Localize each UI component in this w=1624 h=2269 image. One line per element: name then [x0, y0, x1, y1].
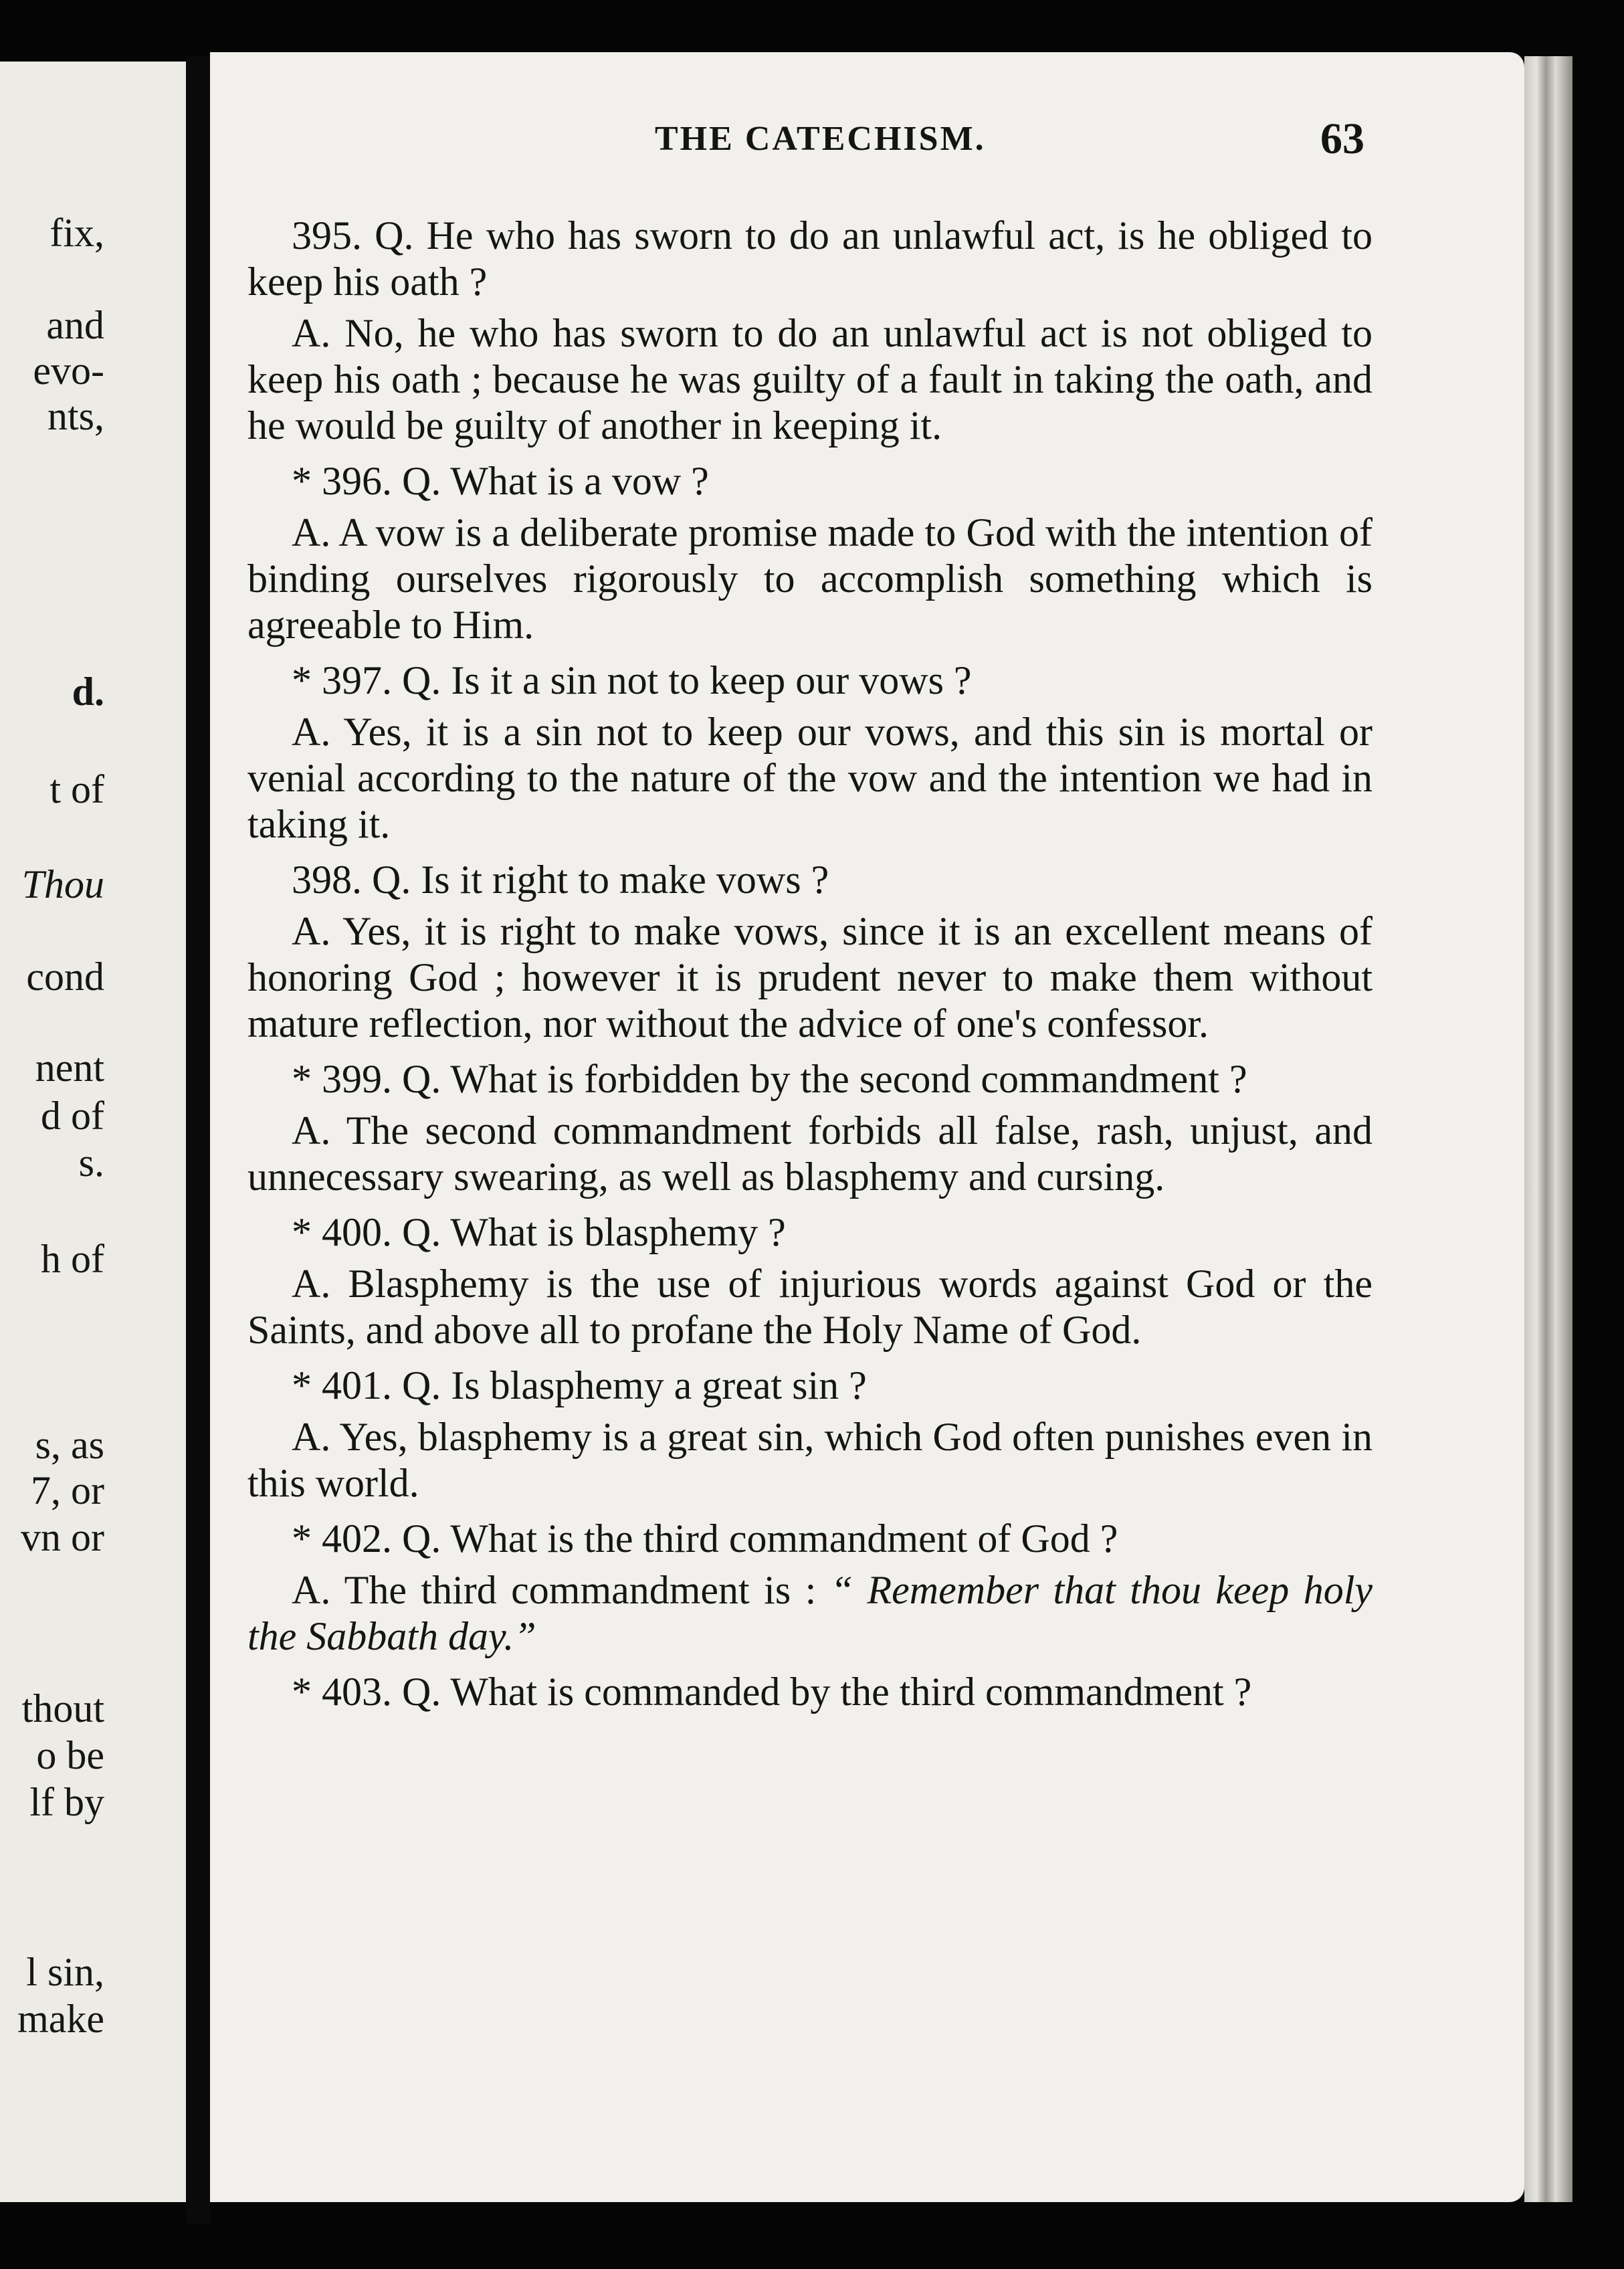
question-395: 395. Q. He who has sworn to do an unlawful act, is he obliged to keep his oath ?	[247, 213, 1373, 304]
answer-401: A. Yes, blasphemy is a great sin, which God often punishes even in this world.	[247, 1415, 1373, 1505]
prev-line-5: d.	[72, 670, 104, 714]
catechism-text	[247, 203, 1373, 1720]
prev-line-12: h of	[41, 1237, 104, 1281]
book-page	[210, 52, 1524, 2202]
question-398: 398. Q. Is it right to make vows ?	[292, 858, 829, 902]
answer-402-quotation: “ Remember that thou keep holy the Sabbath day.”	[247, 1568, 1373, 1658]
running-title: THE CATECHISM.	[655, 120, 986, 158]
book-gutter	[186, 56, 210, 2224]
question-399: * 399. Q. What is forbidden by the second commandment ?	[292, 1057, 1247, 1101]
question-396: * 396. Q. What is a vow ?	[292, 459, 709, 503]
prev-line-8: cond	[26, 955, 104, 999]
answer-402	[247, 1567, 1373, 1660]
previous-page-fragment	[0, 62, 186, 2202]
question-403: * 403. Q. What is commanded by the third commandment ?	[292, 1670, 1252, 1714]
prev-line-20: make	[17, 1997, 104, 2041]
prev-line-6: t of	[49, 767, 104, 811]
page-header	[210, 114, 1524, 179]
prev-line-18: lf by	[29, 1780, 104, 1824]
prev-line-1: fix,	[49, 211, 104, 255]
prev-line-10: d of	[41, 1094, 104, 1138]
prev-line-3: evo-	[33, 349, 104, 393]
answer-395: A. No, he who has sworn to do an unlawful act is not obliged to keep his oath ; because he was guilty of a fault in taking the oath, and he would be guilty of another in keeping it.	[247, 311, 1373, 448]
answer-396: A. A vow is a deliberate promise made to God with the intention of binding ourselves rigorously to accomplish something which is agreeable to Him.	[247, 510, 1373, 647]
prev-line-15: vn or	[21, 1515, 104, 1559]
page-number: 63	[1320, 114, 1364, 163]
prev-line-7: Thou	[21, 862, 104, 906]
prev-line-9: nent	[35, 1046, 104, 1090]
answer-400: A. Blasphemy is the use of injurious words against God or the Saints, and above all to profane the Holy Name of God.	[247, 1262, 1373, 1352]
prev-line-4: nts,	[47, 394, 104, 438]
page-edge-stack	[1524, 56, 1572, 2202]
prev-line-14: 7, or	[31, 1468, 104, 1512]
answer-402-lead: A. The third commandment is :	[292, 1568, 831, 1612]
question-402: * 402. Q. What is the third commandment of God ?	[292, 1516, 1118, 1561]
prev-line-13: s, as	[35, 1423, 104, 1467]
answer-398: A. Yes, it is right to make vows, since it is an excellent means of honoring God ; however it is prudent never to make them without mature reflection, nor without the advice of one's confessor.	[247, 909, 1373, 1046]
question-401: * 401. Q. Is blasphemy a great sin ?	[292, 1363, 867, 1407]
answer-397: A. Yes, it is a sin not to keep our vows, and this sin is mortal or venial according to the nature of the vow and the intention we had in taking it.	[247, 710, 1373, 846]
prev-line-11: s.	[78, 1141, 104, 1185]
prev-line-17: o be	[36, 1733, 104, 1777]
prev-line-16: thout	[21, 1686, 104, 1731]
prev-line-2: and	[46, 303, 104, 347]
prev-line-19: l sin,	[26, 1950, 104, 1994]
question-397: * 397. Q. Is it a sin not to keep our vows ?	[292, 658, 972, 702]
question-400: * 400. Q. What is blasphemy ?	[292, 1210, 786, 1254]
answer-399: A. The second commandment forbids all false, rash, unjust, and unnecessary swearing, as well as blasphemy and cursing.	[247, 1108, 1373, 1199]
